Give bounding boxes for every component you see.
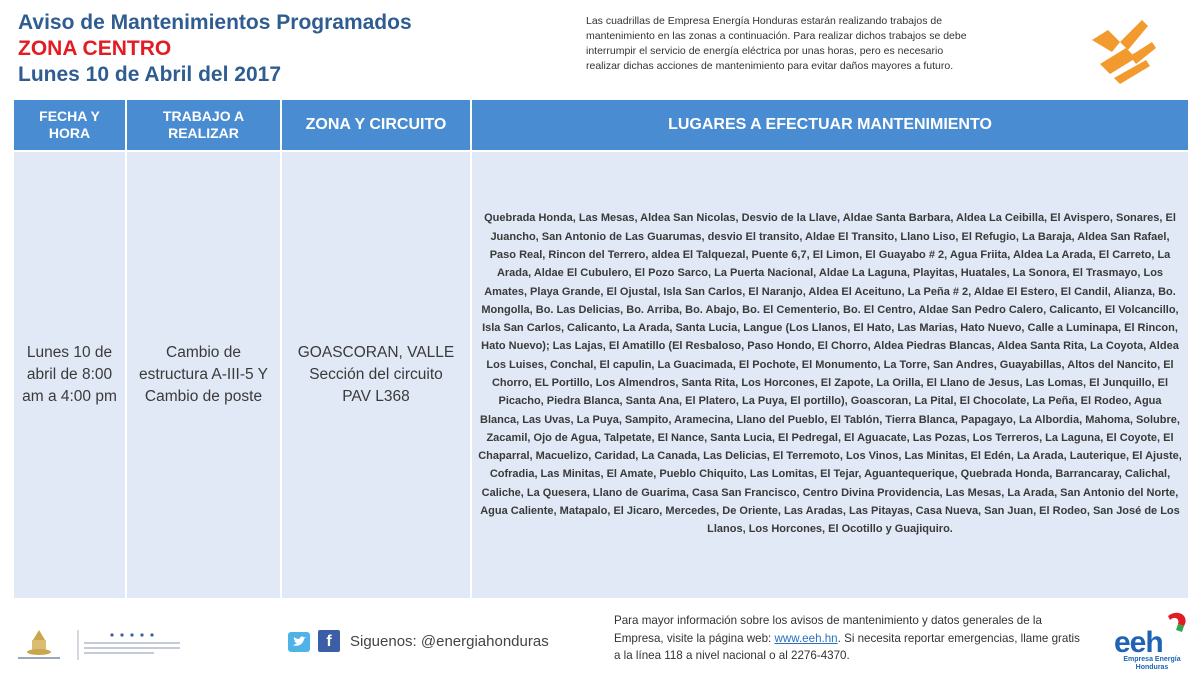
- notice-line: Las cuadrillas de Empresa Energía Honduras estarán realizando trabajos de: [586, 15, 943, 27]
- date-title: Lunes 10 de Abril del 2017: [18, 63, 281, 86]
- header-trabajo: TRABAJO A REALIZAR: [126, 99, 281, 151]
- social-handle[interactable]: Siguenos: @energiahonduras: [350, 633, 549, 650]
- website-link[interactable]: www.eeh.hn: [774, 631, 838, 645]
- table-header-row: [13, 99, 1189, 151]
- info-text: Para mayor información sobre los avisos de mantenimiento y datos generales de la Empresa, visite la página web:: [614, 614, 1042, 645]
- twitter-icon[interactable]: [288, 632, 310, 652]
- zona-line: Sección del circuito: [309, 366, 443, 383]
- government-seal-icon: [14, 626, 64, 662]
- header-lugares: LUGARES A EFECTUAR MANTENIMIENTO: [471, 99, 1189, 151]
- table-row: [13, 151, 1189, 599]
- notice-line: realizar dichas acciones de mantenimiento para evitar daños mayores a futuro.: [586, 60, 954, 72]
- page-footer: [0, 598, 1200, 676]
- header-zona: ZONA Y CIRCUITO: [281, 99, 471, 151]
- notice-line: mantenimiento en las zonas a continuación. Para realizar dichos trabajos se debe: [586, 30, 967, 42]
- info-text-emergency: . Si necesita reportar emergencias, llame gratis a la línea 118 a nivel nacional o al 2276-4370.: [614, 631, 1080, 662]
- title-block: [18, 10, 412, 88]
- contact-info: [614, 612, 1084, 665]
- facebook-icon[interactable]: f: [318, 630, 340, 652]
- eeh-subtitle: Empresa Energía Honduras: [1123, 656, 1181, 671]
- commission-logo-icon: [76, 628, 186, 662]
- cell-trabajo: Cambio de estructura A-III-5 Y Cambio de poste: [126, 151, 281, 599]
- page-header: [0, 0, 1200, 98]
- maintenance-notice: [586, 14, 1056, 74]
- zona-line: PAV L368: [342, 388, 410, 405]
- zone-title: ZONA CENTRO: [18, 37, 172, 60]
- eeh-logo-icon: [1112, 610, 1192, 672]
- header-fecha: FECHA Y HORA: [13, 99, 126, 151]
- cell-zona: [281, 151, 471, 599]
- cell-lugares: Quebrada Honda, Las Mesas, Aldea San Nicolas, Desvio de la Llave, Aldae Santa Barbara, Aldea La Ceibilla, El Avispero, Sonares, El Juancho, San Antonio de Las Guarumas, desvio El transito, Aldae El Transito, Llano Liso, El Refugio, La Baraja, Aldea San Rafael, Paso Real, Rincon del Terrero, aldea El Talquezal, Puente 6,7, El Limon, El Guayabo # 2, Agua Friita, Aldea La Arada, El Carreto, La Arada, Aldae El Cubulero, El Pozo Sarco, La Puerta Nacional, Aldae La Laguna, Playitas, Huatales, La Sonora, El Trasmayo, Los Amates, Playa Grande, El Ojustal, Isla San Carlos, El Naranjo, Aldea El Aceituno, La Peña # 2, Aldae El Estero, El Candil, Alianza, Bo. Mongolla, Bo. Las Delicias, Bo. Arriba, Bo. Abajo, Bo. El Cementerio, Bo. El Centro, Aldae San Pedro Calero, Calicanto, El Volcancillo, Isla San Carlos, Calicanto, La Arada, Santa Lucia, Langue (Los Llanos, El Hato, Las Marias, Hato Nuevo, Calle a Luminapa, El Rincon, Hato Nuevo); Las Lajas, El Amatillo (El Resbaloso, Paso Hondo, El Chorro, Aldea Piedras Blancas, Aldea Santa Rita, La Coyota, Aldea Los Luises, Conchal, El capulin, La Guacimada, El Pochote, El Monumento, La Torre, San Andres, Guayabillas, Altos del Nancito, El Chorro, EL Portillo, Los Almendros, Santa Rita, Los Horcones, El Zapote, La Orilla, El Llano de Jesus, Las Lomas, El Junquillo, El Picacho, Piedra Blanca, Santa Ana, El Platero, La Puya, El portillo), Goascoran, La Pital, El Chocolate, La Peña, El Rodeo, Agua Blanca, Las Uvas, La Puya, Sampito, Aramecina, Llano del Pueblo, El Tablón, Tierra Blanca, Papagayo, La Albordia, Mahoma, Solubre, Zacamil, Ojo de Agua, Talpetate, El Nance, Santa Lucia, El Pedregal, El Aguacate, Las Pozas, Los Terreros, La Laguna, El Coyote, El Chaparral, Macuelizo, Caridad, La Canada, Las Delicias, El Terremoto, Los Vinos, Las Minitas, El Edén, La Arada, Lauterique, El Ajuste, Cofradia, Las Minitas, El Amate, Pueblo Chiquito, Las Lomitas, El Tejar, Aguantequerique, Quebrada Honda, Barrancaray, Calichal, Caliche, La Quesera, Llano de Guarima, Casa San Francisco, Centro Divina Providencia, Las Mesas, La Arada, San Antonio del Norte, Agua Caliente, Matapalo, El Jicaro, Mercedes, De Oriente, Las Aradas, Las Pitayas, Casa Nueva, San Juan, El Rodeo, San José de Los Llanos, Los Horcones, El Ocotillo y Guajiquiro.: [471, 151, 1189, 599]
- maintenance-table: [12, 98, 1188, 600]
- notice-line: interrumpir el servicio de energía eléctrica por unas horas, pero es necesario: [586, 45, 944, 57]
- eeh-wordmark: eeh: [1114, 626, 1163, 659]
- cell-fecha: Lunes 10 de abril de 8:00 am a 4:00 pm: [13, 151, 126, 599]
- zona-line: GOASCORAN, VALLE: [297, 344, 455, 361]
- page-title: Aviso de Mantenimientos Programados: [18, 11, 412, 34]
- plug-logo-icon: [1086, 12, 1162, 86]
